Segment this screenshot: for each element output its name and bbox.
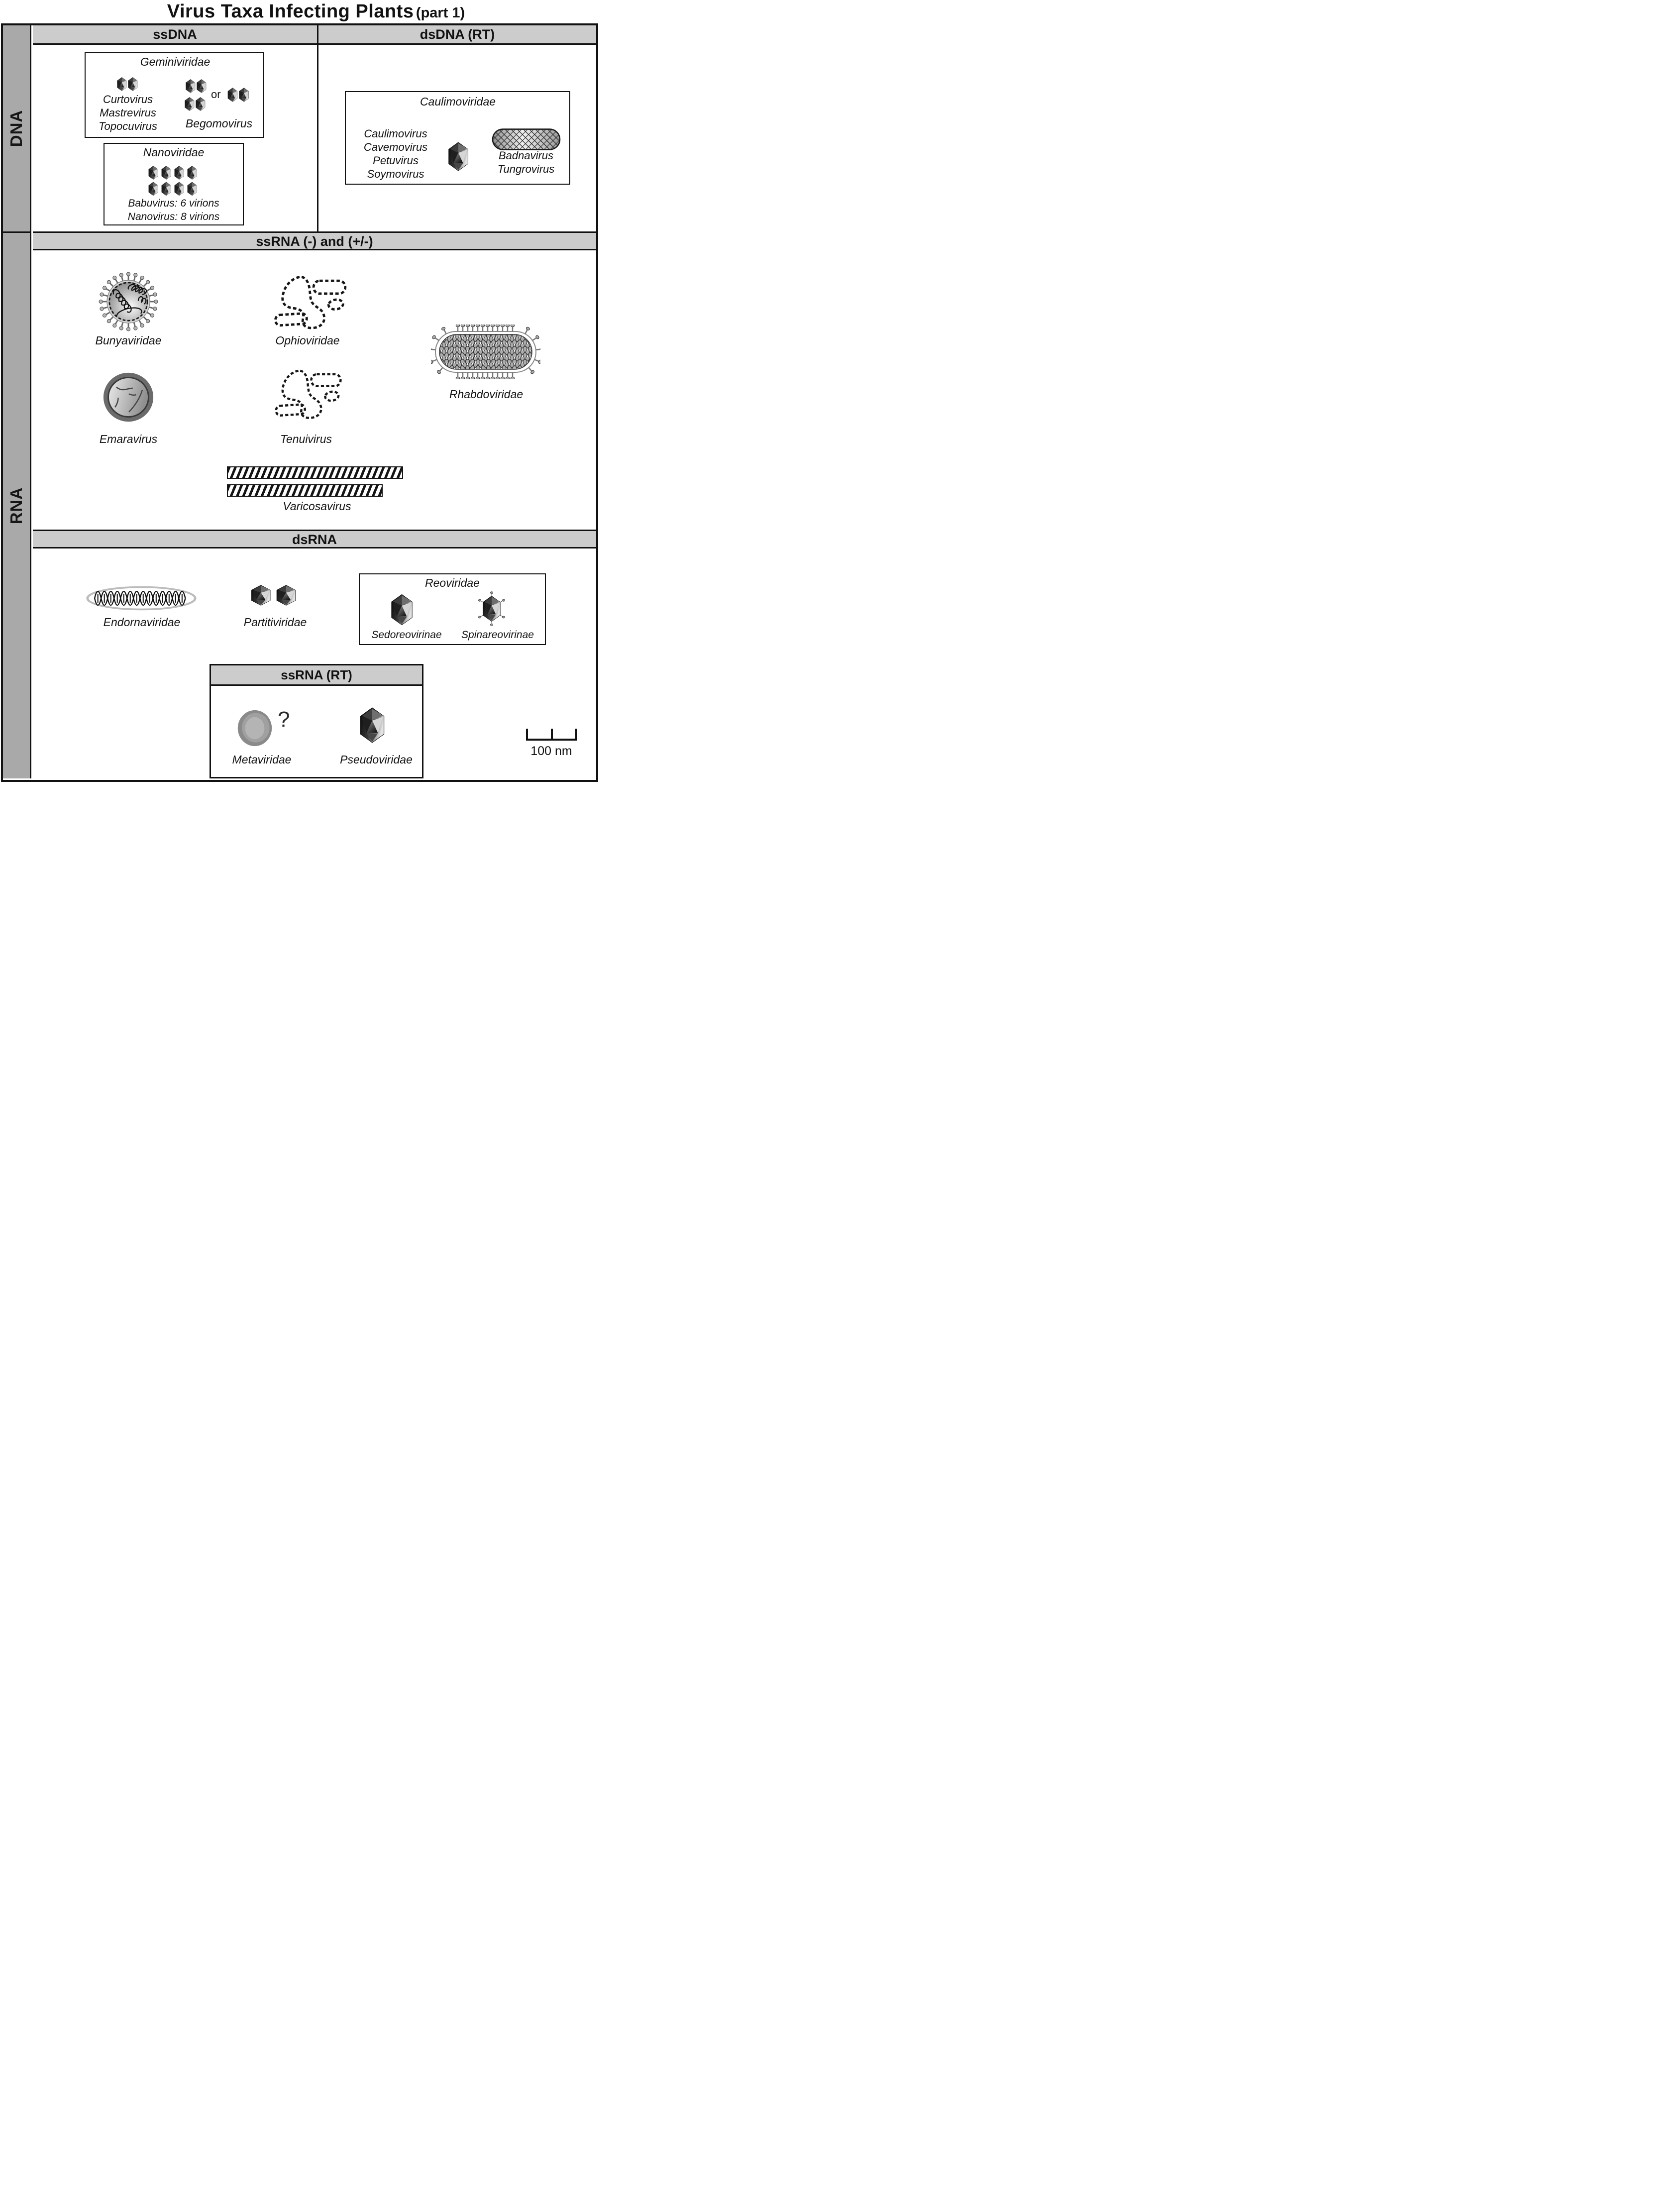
genus-petuvirus: Petuvirus xyxy=(373,154,419,167)
header-ssrna-rt xyxy=(211,665,422,686)
header-ssdna xyxy=(33,25,317,45)
genus-mastrevirus: Mastrevirus xyxy=(100,107,156,119)
endornaviridae-label: Endornaviridae xyxy=(103,616,181,629)
sedoreovirinae-icon xyxy=(391,591,413,628)
or-label: or xyxy=(211,88,221,101)
bacilliform-capsid-icon xyxy=(492,128,561,150)
icosahedron-pair-icon xyxy=(250,585,297,606)
metaviridae-label: Metaviridae xyxy=(232,753,292,766)
babuvirus-line: Babuvirus: 6 virions xyxy=(128,198,219,209)
spinareovirinae-icon xyxy=(478,588,505,629)
genus-badnavirus: Badnavirus xyxy=(498,149,554,162)
genus-soymovirus: Soymovirus xyxy=(367,168,424,180)
sidebar-cell-rna xyxy=(3,233,31,778)
icosahedron-icon xyxy=(448,142,469,171)
tenuivirus-label: Tenuivirus xyxy=(280,433,332,445)
geminate-particle-icon xyxy=(184,97,206,111)
header-dsrna xyxy=(33,530,596,548)
header-dsdna-rt xyxy=(318,25,596,45)
enveloped-particle-icon xyxy=(102,371,155,424)
genus-tungrovirus: Tungrovirus xyxy=(497,163,555,175)
helix-ellipse-icon xyxy=(85,586,198,611)
partitiviridae-label: Partitiviridae xyxy=(243,616,307,629)
dna-column-divider xyxy=(317,25,318,233)
uncertainty-question-mark: ? xyxy=(278,707,290,732)
spinareovirinae-label: Spinareovirinae xyxy=(461,629,534,641)
virus-taxa-figure xyxy=(0,0,602,783)
header-ssrna-neg xyxy=(33,231,596,250)
page-title-main: Virus Taxa Infecting Plants xyxy=(167,1,414,22)
filamentous-coil-icon xyxy=(270,367,345,422)
caulimoviridae-title: Caulimoviridae xyxy=(420,95,496,108)
page-title xyxy=(167,1,465,22)
geminate-particle-icon xyxy=(227,87,250,103)
geminate-particle-icon xyxy=(185,79,207,94)
header-ssrna-neg-label: ssRNA (-) and (+/-) xyxy=(256,234,373,249)
rna-sidebar-label: RNA xyxy=(7,487,25,525)
genus-cavemovirus: Cavemovirus xyxy=(363,141,428,153)
filamentous-coil-icon xyxy=(268,273,351,332)
caulimoviridae-genera-list xyxy=(364,127,427,181)
hatched-rod-icon xyxy=(227,466,403,479)
nanoviridae-box xyxy=(104,143,244,225)
genus-begomovirus: Begomovirus xyxy=(185,117,253,130)
nanoviridae-title: Nanoviridae xyxy=(143,146,205,159)
emaravirus-label: Emaravirus xyxy=(99,433,158,445)
reoviridae-title: Reoviridae xyxy=(425,576,480,589)
varicosavirus-label: Varicosavirus xyxy=(283,500,351,513)
sedoreovirinae-label: Sedoreovirinae xyxy=(371,629,442,641)
reoviridae-box xyxy=(359,573,546,645)
dna-sidebar-label: DNA xyxy=(7,109,25,147)
geminiviridae-title: Geminiviridae xyxy=(140,55,210,68)
rhabdoviridae-label: Rhabdoviridae xyxy=(449,388,524,401)
ring-particle-icon xyxy=(236,709,273,747)
page-title-part: (part 1) xyxy=(416,5,465,21)
sidebar-cell-dna xyxy=(3,25,31,233)
nanovirus-virion-icons xyxy=(148,166,200,197)
hatched-rod-icon xyxy=(227,484,383,497)
caulimoviridae-box xyxy=(345,91,570,185)
nanovirus-line: Nanovirus: 8 virions xyxy=(127,211,220,222)
icosahedron-icon xyxy=(358,707,386,743)
ssrna-rt-box xyxy=(210,664,423,778)
geminiviridae-box xyxy=(85,52,264,138)
geminiviridae-genera-list xyxy=(99,93,157,133)
taxa-table xyxy=(1,23,598,782)
geminate-particle-icon xyxy=(116,77,138,92)
nanovirus-virion-grid xyxy=(148,166,200,197)
bullet-capsid-icon xyxy=(431,325,540,379)
bunyaviridae-label: Bunyaviridae xyxy=(95,334,162,347)
genus-topocuvirus: Topocuvirus xyxy=(99,120,157,132)
pseudoviridae-label: Pseudoviridae xyxy=(340,753,413,766)
header-dsdna-rt-label: dsDNA (RT) xyxy=(420,27,495,42)
genus-caulimovirus: Caulimovirus xyxy=(364,127,427,140)
ophioviridae-label: Ophioviridae xyxy=(275,334,340,347)
header-ssrna-rt-label: ssRNA (RT) xyxy=(281,667,352,682)
nanoviridae-lines xyxy=(128,197,219,223)
badnavirus-tungrovirus-list xyxy=(498,149,555,176)
genus-curtovirus: Curtovirus xyxy=(103,93,153,106)
header-dsrna-label: dsRNA xyxy=(292,532,337,547)
header-ssdna-label: ssDNA xyxy=(153,27,197,42)
enveloped-sphere-icon xyxy=(98,271,159,332)
scale-bar-label: 100 nm xyxy=(530,744,572,758)
scale-bar xyxy=(526,731,577,741)
